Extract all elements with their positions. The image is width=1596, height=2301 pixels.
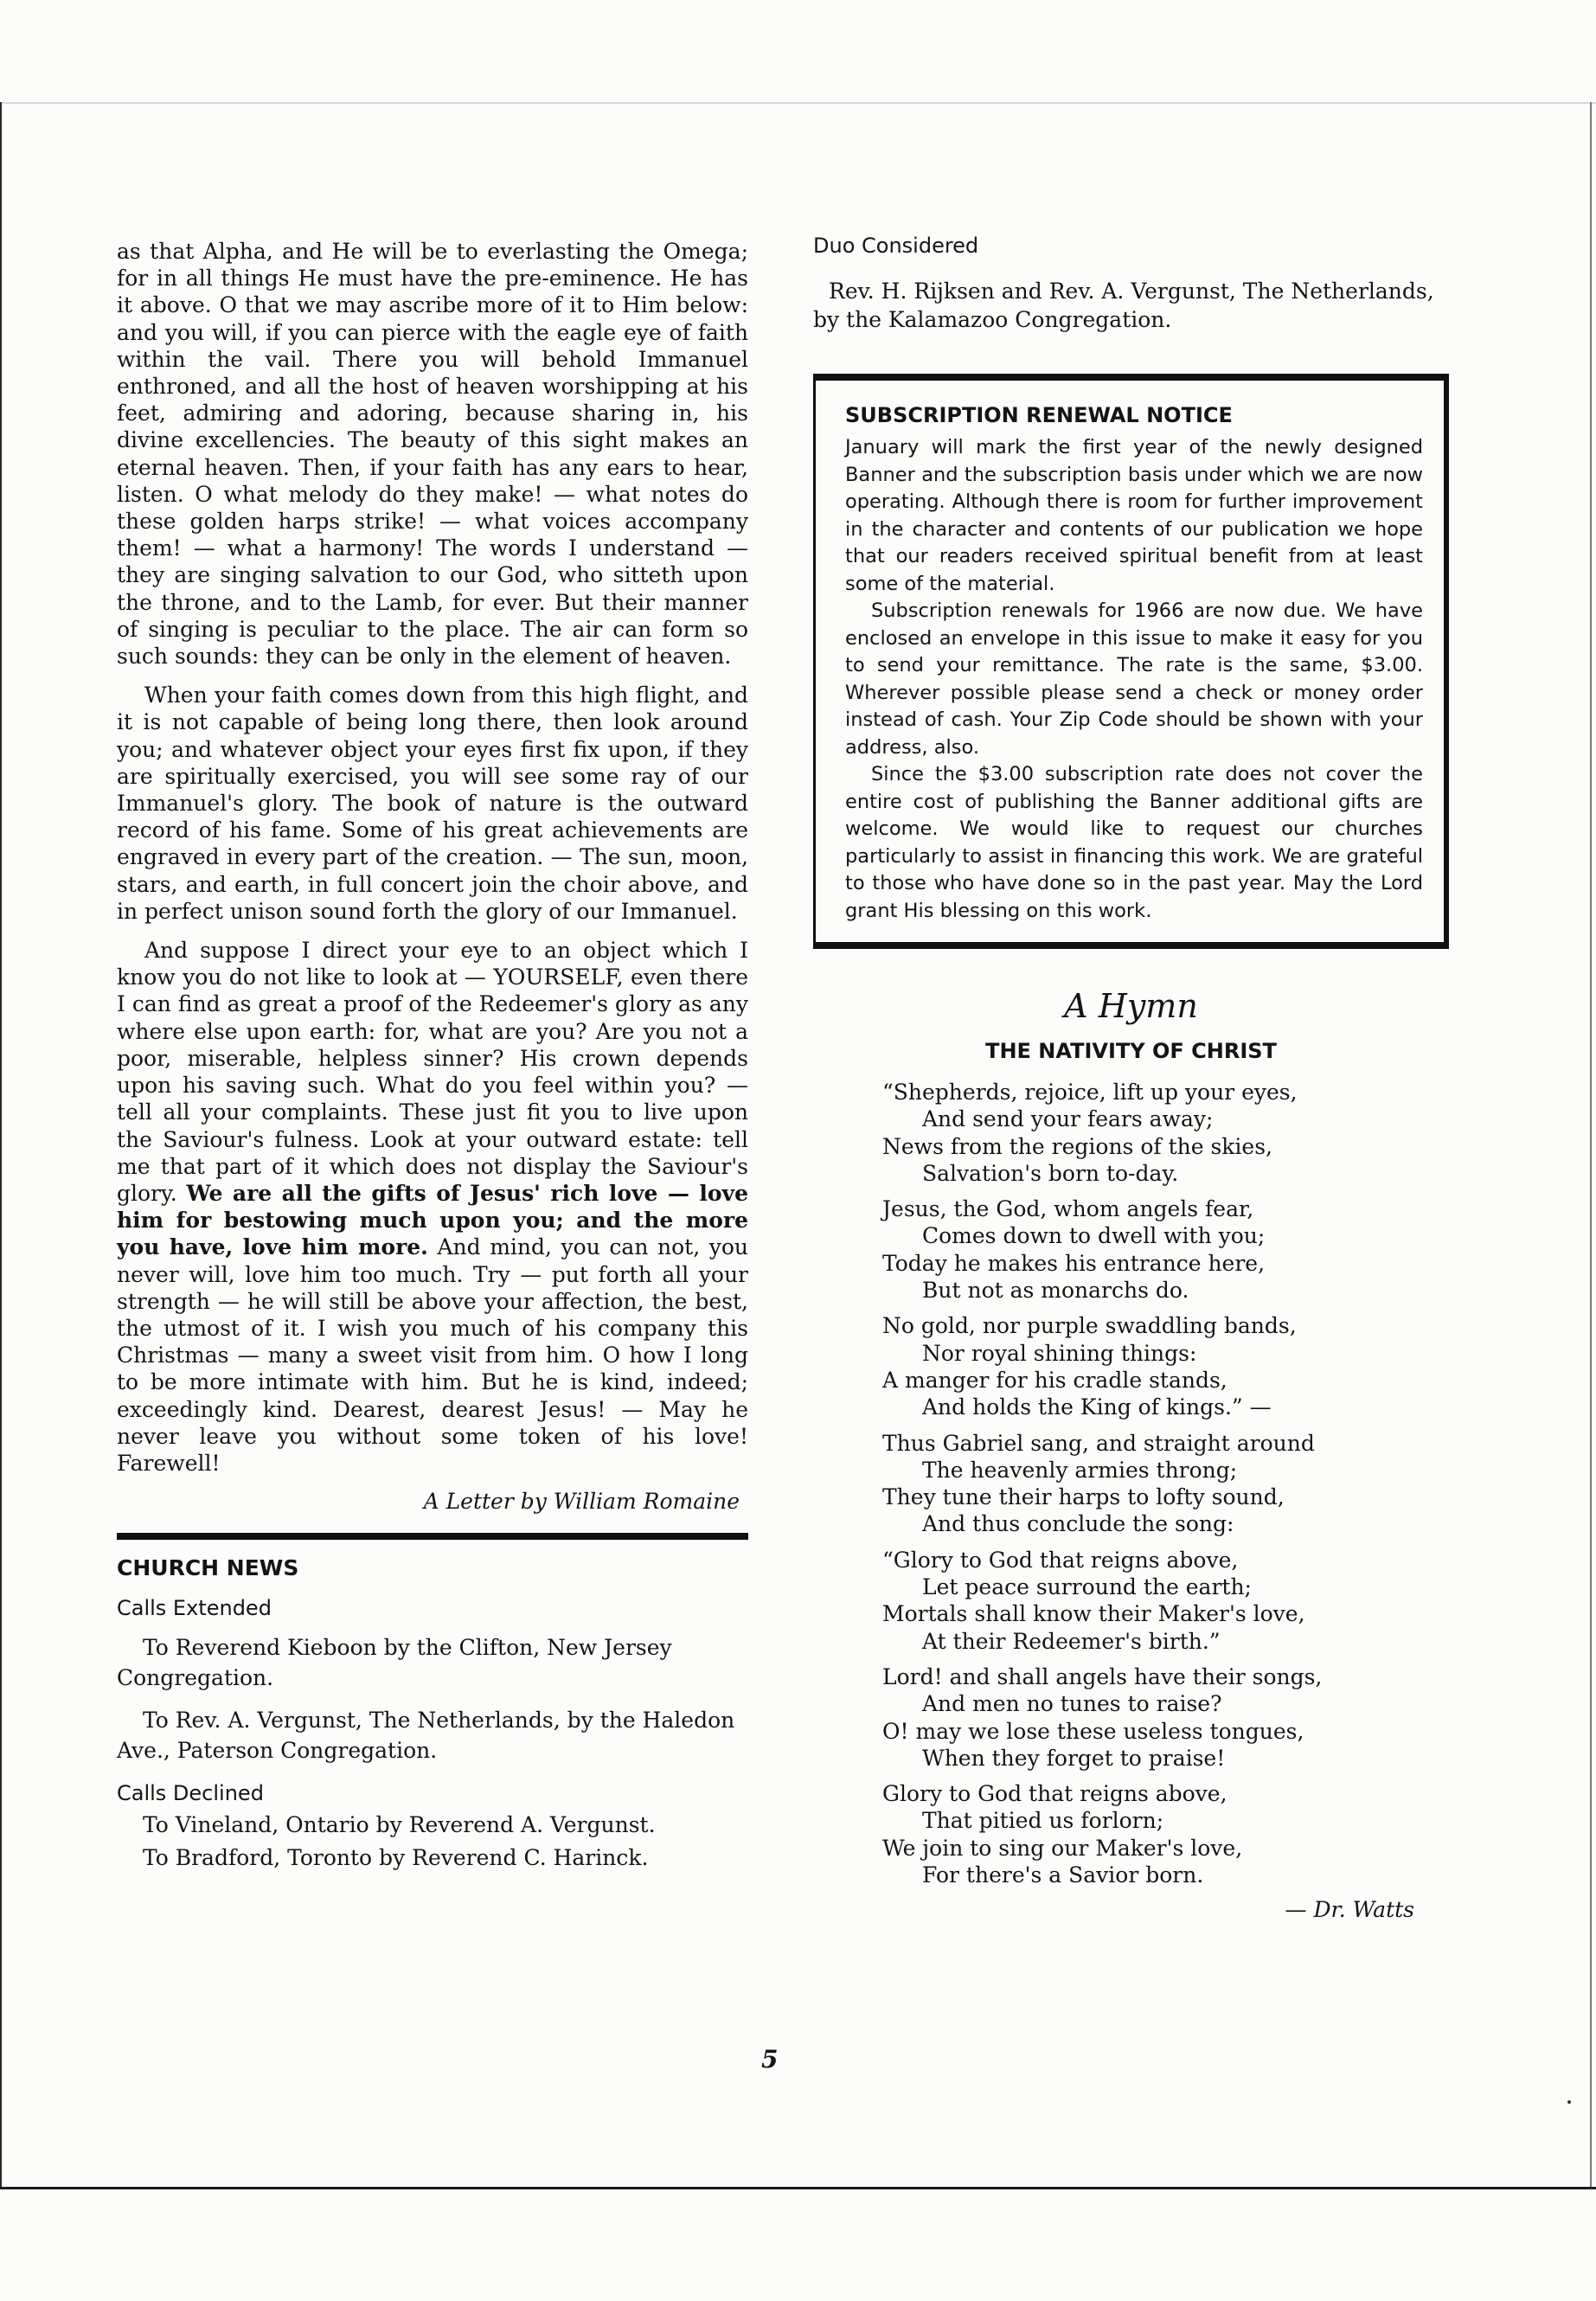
notice-paragraph: Since the $3.00 subscription rate does not cover the entire cost of publishing the Banner additional gifts are welcome. We would like to request our churches particularly to assist in financing this work. We are grateful to those who have done so in the past year. May the Lord grant His blessing on this work. <box>845 763 1423 922</box>
hymn-line: They tune their harps to lofty sound, <box>882 1484 1285 1510</box>
letter-paragraph-3 <box>117 937 748 1477</box>
page-edge-bottom <box>0 2187 1596 2189</box>
hymn-subtitle: THE NATIVITY OF CHRIST <box>985 1039 1277 1063</box>
subscription-notice-box <box>813 374 1449 949</box>
hymn-stanza <box>882 1079 1449 1187</box>
section-divider <box>117 1533 748 1540</box>
hymn-stanza <box>882 1312 1449 1420</box>
hymn-line: Glory to God that reigns above, <box>882 1781 1227 1807</box>
hymn-line: Thus Gabriel sang, and straight around <box>882 1430 1315 1456</box>
page-edge-right <box>1590 102 1592 2187</box>
hymn-line: No gold, nor purple swaddling bands, <box>882 1313 1297 1339</box>
hymn-line: Nor royal shining things: <box>922 1340 1197 1366</box>
hymn-line: O! may we lose these useless tongues, <box>882 1718 1304 1744</box>
hymn-line: And thus conclude the song: <box>922 1511 1234 1537</box>
church-news-heading: CHURCH NEWS <box>117 1555 299 1581</box>
hymn-line: And holds the King of kings.” — <box>922 1394 1272 1420</box>
hymn-stanza <box>882 1195 1449 1304</box>
hymn-line: Comes down to dwell with you; <box>922 1223 1266 1249</box>
calls-declined-heading: Calls Declined <box>117 1781 264 1806</box>
left-column <box>117 238 748 1875</box>
right-column <box>813 234 1449 1922</box>
hymn-stanza <box>882 1547 1449 1655</box>
letter-paragraph-1: as that Alpha, and He will be to everlasting the Omega; for in all things He must have the pre-eminence. He has it above. O that we may ascribe more of it to Him below: and you will, if you can pierce with the eagle eye of faith within the vail. There you will behold Immanuel enthroned, and all the host of heaven worshipping at his feet, admiring and adoring, because sharing in, his divine excellencies. The beauty of this sight makes an eternal heaven. Then, if your faith has any ears to hear, listen. O what melody do they make! — what notes do these golden harps strike! — what voices accompany them! — what a harmony! The words I understand — they are singing salvation to our God, who sitteth upon the throne, and to the Lamb, for ever. But their manner of singing is peculiar to the place. The air can form so such sounds: they can be only in the element of heaven. <box>117 239 748 670</box>
notice-paragraph: Subscription renewals for 1966 are now due. We have enclosed an envelope in this issue to make it easy for you to send your remittance. The rate is the same, $3.00. Wherever possible please send a check or money order instead of cash. Your Zip Code should be shown with your address, also. <box>845 599 1423 759</box>
hymn-line: Salvation's born to-day. <box>922 1160 1179 1186</box>
hymn-line: Today he makes his entrance here, <box>882 1250 1266 1276</box>
letter-signature: A Letter by William Romaine <box>423 1489 740 1515</box>
letter-paragraph-2: When your faith comes down from this high flight, and it is not capable of being long there, then look around you; and whatever object your eyes first fix upon, if they are spiritually exercised, you will see some ray of our Immanuel's glory. The book of nature is the outward record of his fame. Some of his great achievements are engraved in every part of the creation. — The sun, moon, stars, and earth, in full concert join the choir above, and in perfect unison sound forth the glory of our Immanuel. <box>117 683 748 924</box>
hymn-stanza <box>882 1430 1449 1538</box>
hymn-line: The heavenly armies throng; <box>922 1457 1238 1483</box>
letter-paragraph-3-end: And mind, you can not, you never will, love him too much. Try — put forth all your strength — he will still be above your affection, the best, the utmost of it. I wish you much of his company this Christmas — many a sweet visit from him. O how I long to be more intimate with him. But he is kind, indeed; exceedingly kind. Dearest, dearest Jesus! — May he never leave you without some token of his love! Farewell! <box>117 1234 749 1476</box>
hymn-line: News from the regions of the skies, <box>882 1133 1273 1159</box>
hymn-line: For there's a Savior born. <box>922 1862 1204 1888</box>
hymn-line: “Glory to God that reigns above, <box>882 1547 1239 1573</box>
hymn-line: When they forget to praise! <box>922 1745 1226 1771</box>
hymn-line: At their Redeemer's birth.” <box>922 1628 1221 1654</box>
hymn-attribution: — Dr. Watts <box>1285 1897 1414 1923</box>
hymn-line: Jesus, the God, whom angels fear, <box>882 1196 1254 1222</box>
duo-considered-heading: Duo Considered <box>813 234 979 258</box>
calls-declined-list <box>117 1809 748 1875</box>
call-extended-item: To Rev. A. Vergunst, The Netherlands, by the Haledon Ave., Paterson Congregation. <box>117 1708 735 1764</box>
hymn-line: Let peace surround the earth; <box>922 1574 1252 1600</box>
hymn-stanza <box>882 1663 1449 1772</box>
hymn-stanza <box>882 1780 1449 1888</box>
page-edge-top <box>0 102 1596 104</box>
hymn-line: Lord! and shall angels have their songs, <box>882 1663 1323 1689</box>
hymn-line: That pitied us forlorn; <box>922 1808 1164 1834</box>
hymn-line: We join to sing our Maker's love, <box>882 1835 1243 1861</box>
hymn-line: A manger for his cradle stands, <box>882 1367 1227 1393</box>
page-edge-left <box>0 102 2 2187</box>
hymn-line: And men no tunes to raise? <box>922 1691 1222 1717</box>
call-declined-item: To Vineland, Ontario by Reverend A. Vergunst. <box>143 1812 656 1838</box>
hymn-line: And send your fears away; <box>922 1106 1214 1132</box>
duo-considered-text: Rev. H. Rijksen and Rev. A. Vergunst, The Netherlands, by the Kalamazoo Congregation. <box>813 279 1434 332</box>
call-extended-item: To Reverend Kieboon by the Clifton, New Jersey Congregation. <box>117 1635 672 1691</box>
call-declined-item: To Bradford, Toronto by Reverend C. Harinck. <box>143 1845 649 1871</box>
hymn-line: Mortals shall know their Maker's love, <box>882 1601 1305 1627</box>
letter-emphasis: We are all the gifts of Jesus' rich love — love him for bestowing much upon you; and the more you have, love him more. <box>117 1180 748 1260</box>
scan-speck <box>1567 2100 1571 2104</box>
notice-title: SUBSCRIPTION RENEWAL NOTICE <box>845 403 1233 427</box>
notice-paragraph: January will mark the first year of the newly designed Banner and the subscription basis under which we are now operating. Although there is room for further improvement in the character and contents of our publication we hope that our readers received spiritual benefit from at least some of the material. <box>845 436 1423 595</box>
page-number: 5 <box>761 2045 779 2073</box>
hymn-line: But not as monarchs do. <box>922 1278 1189 1304</box>
letter-paragraph-3-start: And suppose I direct your eye to an object which I know you do not like to look at — YOURSELF, even there I can find as great a proof of the Redeemer's glory as any where else upon earth: for, what are you? Are you not a poor, miserable, helpless sinner? His crown depends upon his saving such. What do you feel within you? — tell all your complaints. These just fit you to live upon the Saviour's fulness. Look at your outward estate: tell me that part of it which does not display the Saviour's glory. <box>117 938 748 1206</box>
hymn-body <box>813 1079 1449 1922</box>
hymn-title: A Hymn <box>1064 987 1198 1025</box>
calls-extended-heading: Calls Extended <box>117 1596 272 1621</box>
hymn-line: “Shepherds, rejoice, lift up your eyes, <box>882 1080 1298 1105</box>
